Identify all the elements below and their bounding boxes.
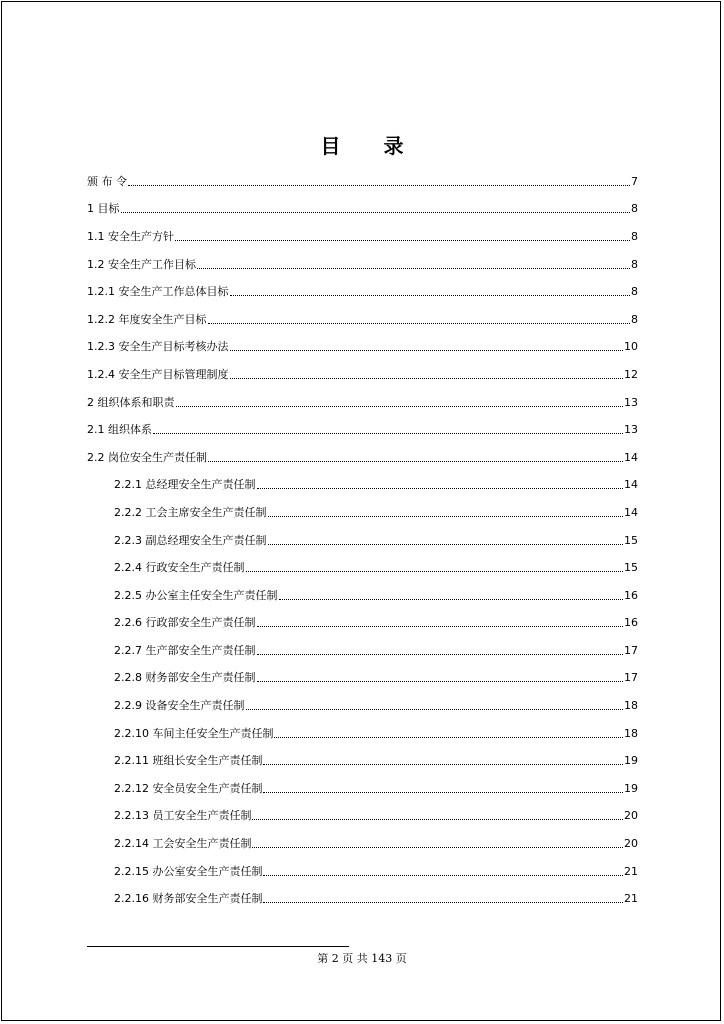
toc-entry-page: 15 (624, 533, 638, 547)
toc-entry-text: 2.2.5 办公室主任安全生产责任制 (114, 588, 278, 602)
toc-entry-page: 13 (624, 423, 638, 437)
toc-entry[interactable] (87, 278, 638, 306)
toc-entry-text: 2.2.7 生产部安全生产责任制 (114, 643, 256, 657)
toc-dot-leader (208, 322, 631, 324)
toc-entry-text: 1.2 安全生产工作目标 (87, 257, 196, 271)
toc-entry-text: 颁 布 令 (87, 174, 127, 188)
toc-entry-text: 2.2.9 设备安全生产责任制 (114, 699, 245, 713)
toc-entry-page: 17 (624, 671, 638, 685)
toc-entry[interactable] (87, 251, 638, 279)
toc-dot-leader (252, 846, 623, 848)
toc-entry-page: 8 (631, 257, 638, 271)
toc-dot-leader (263, 763, 623, 765)
toc-entry[interactable] (87, 527, 638, 555)
toc-dot-leader (257, 680, 624, 682)
toc-entry-page: 8 (631, 312, 638, 326)
toc-entry-page: 21 (624, 864, 638, 878)
toc-entry-page: 20 (624, 809, 638, 823)
toc-entry[interactable] (87, 444, 638, 472)
toc-entry-page: 18 (624, 699, 638, 713)
toc-entry-text: 2.2.2 工会主席安全生产责任制 (114, 505, 267, 519)
toc-dot-leader (246, 708, 624, 710)
toc-entry-page: 12 (624, 367, 638, 381)
toc-entry[interactable] (87, 747, 638, 775)
footer-rule (87, 946, 349, 947)
toc-dot-leader (197, 267, 630, 269)
toc-entry[interactable] (87, 416, 638, 444)
toc-dot-leader (268, 543, 624, 545)
toc-dot-leader (252, 818, 623, 820)
toc-title: 目 录 (320, 134, 422, 158)
toc-dot-leader (257, 653, 624, 655)
page-number-footer: 第 2 页 共 143 页 (317, 952, 407, 965)
toc-entry[interactable] (87, 885, 638, 913)
toc-entry-page: 16 (624, 588, 638, 602)
toc-entry-page: 19 (624, 754, 638, 768)
toc-entry-page: 8 (631, 285, 638, 299)
toc-entry-text: 2.2.12 安全员安全生产责任制 (114, 781, 263, 795)
toc-entry[interactable] (87, 582, 638, 610)
toc-entry[interactable] (87, 472, 638, 500)
toc-entry[interactable] (87, 499, 638, 527)
toc-dot-leader (246, 570, 624, 572)
toc-entry-text: 2.2.8 财务部安全生产责任制 (114, 671, 256, 685)
toc-entry[interactable] (87, 610, 638, 638)
toc-entry-page: 13 (624, 395, 638, 409)
toc-dot-leader (175, 239, 630, 241)
toc-entry[interactable] (87, 168, 638, 196)
toc-entry-text: 2 组织体系和职责 (87, 395, 175, 409)
toc-entry-text: 1.1 安全生产方针 (87, 229, 174, 243)
toc-entry[interactable] (87, 306, 638, 334)
toc-entry-text: 1 目标 (87, 202, 120, 216)
toc-entry-text: 2.2.3 副总经理安全生产责任制 (114, 533, 267, 547)
toc-entry-text: 2.2.14 工会安全生产责任制 (114, 837, 252, 851)
toc-entry-page: 18 (624, 726, 638, 740)
toc-dot-leader (257, 625, 624, 627)
toc-entry-text: 2.2.4 行政安全生产责任制 (114, 561, 245, 575)
toc-entry-page: 21 (624, 892, 638, 906)
toc-entry[interactable] (87, 775, 638, 803)
toc-entry-text: 2.2 岗位安全生产责任制 (87, 450, 207, 464)
toc-entry-page: 14 (624, 450, 638, 464)
toc-entry-page: 8 (631, 229, 638, 243)
toc-entry-page: 20 (624, 837, 638, 851)
toc-entry-text: 1.2.4 安全生产目标管理制度 (87, 367, 229, 381)
toc-dot-leader (153, 432, 623, 434)
toc-entry-page: 15 (624, 561, 638, 575)
toc-dot-leader (263, 791, 623, 793)
toc-entry[interactable] (87, 637, 638, 665)
toc-dot-leader (208, 460, 623, 462)
toc-entry-text: 1.2.3 安全生产目标考核办法 (87, 340, 229, 354)
toc-entry-page: 19 (624, 781, 638, 795)
toc-entry-text: 2.2.6 行政部安全生产责任制 (114, 616, 256, 630)
toc-entry-page: 8 (631, 202, 638, 216)
toc-entry[interactable] (87, 554, 638, 582)
toc-entry-text: 2.2.10 车间主任安全生产责任制 (114, 726, 274, 740)
toc-entry[interactable] (87, 858, 638, 886)
toc-entry[interactable] (87, 803, 638, 831)
toc-entry-page: 17 (624, 643, 638, 657)
toc-entry-page: 14 (624, 505, 638, 519)
toc-entry-text: 2.2.16 财务部安全生产责任制 (114, 892, 263, 906)
toc-entry-text: 2.2.11 班组长安全生产责任制 (114, 754, 263, 768)
toc-dot-leader (274, 736, 623, 738)
toc-entry-text: 1.2.1 安全生产工作总体目标 (87, 285, 229, 299)
toc-dot-leader (230, 294, 631, 296)
toc-entry-page: 10 (624, 340, 638, 354)
toc-entry-page: 7 (631, 174, 638, 188)
toc-dot-leader (263, 901, 623, 903)
toc-entry-page: 16 (624, 616, 638, 630)
toc-entry[interactable] (87, 692, 638, 720)
toc-entry[interactable] (87, 389, 638, 417)
toc-entry[interactable] (87, 720, 638, 748)
toc-dot-leader (230, 377, 624, 379)
toc-entry[interactable] (87, 665, 638, 693)
toc-entry[interactable] (87, 196, 638, 224)
toc-dot-leader (230, 349, 624, 351)
toc-dot-leader (268, 515, 624, 517)
toc-entry[interactable] (87, 223, 638, 251)
toc-dot-leader (121, 211, 631, 213)
toc-entry[interactable] (87, 334, 638, 362)
toc-entry[interactable] (87, 830, 638, 858)
toc-dot-leader (128, 184, 630, 186)
toc-dot-leader (257, 487, 624, 489)
toc-entry-text: 2.2.15 办公室安全生产责任制 (114, 864, 263, 878)
toc-entry[interactable] (87, 361, 638, 389)
toc-dot-leader (176, 405, 624, 407)
toc-entry-text: 1.2.2 年度安全生产目标 (87, 312, 207, 326)
toc-entry-page: 14 (624, 478, 638, 492)
toc-dot-leader (263, 874, 623, 876)
toc-dot-leader (279, 598, 624, 600)
toc-entry-text: 2.2.13 员工安全生产责任制 (114, 809, 252, 823)
toc-list (87, 168, 638, 913)
toc-entry-text: 2.2.1 总经理安全生产责任制 (114, 478, 256, 492)
toc-entry-text: 2.1 组织体系 (87, 423, 152, 437)
